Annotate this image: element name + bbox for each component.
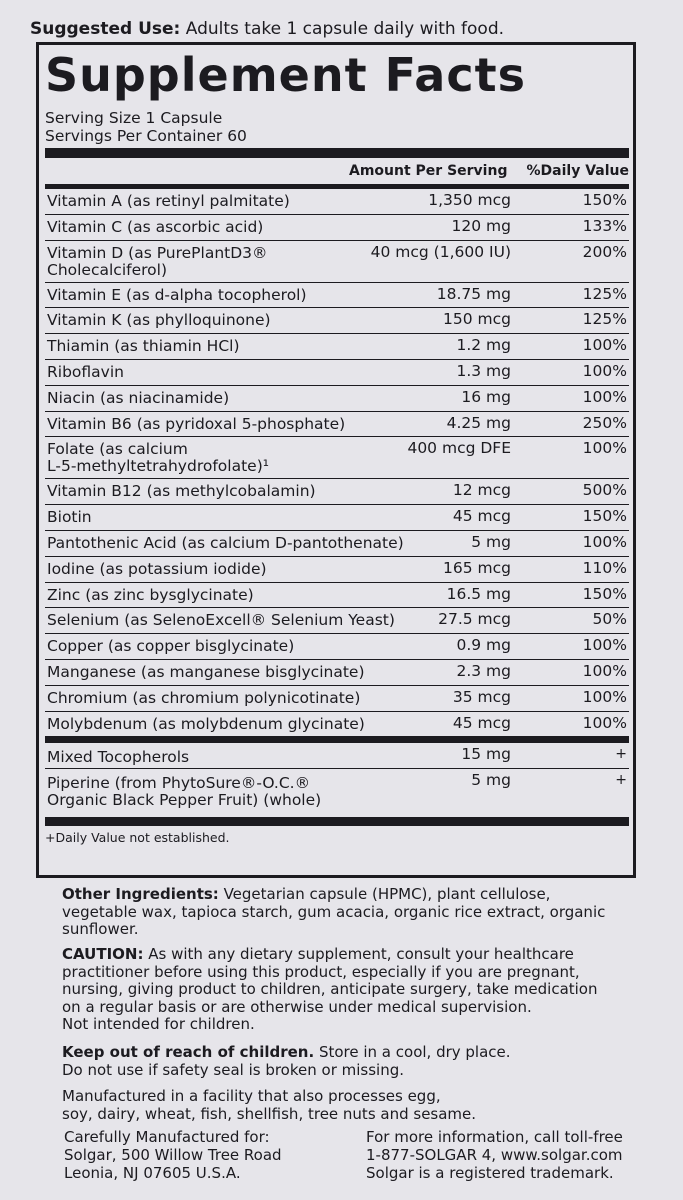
column-header	[45, 158, 629, 184]
nutrient-row	[45, 386, 629, 412]
nutrient-row	[45, 241, 629, 283]
nutrient-name: Vitamin A (as retinyl palmitate)	[47, 192, 290, 210]
other-ingredients-line: Vegetarian capsule (HPMC), plant cellulose,	[218, 885, 551, 903]
contact-info	[366, 1128, 623, 1182]
other-ingredients-line: vegetable wax, tapioca starch, gum acacia, organic rice extract, organic	[62, 902, 606, 921]
nutrient-name: Selenium (as SelenoExcell® Selenium Yeast)	[47, 611, 395, 630]
nutrient-daily-value: 100%	[582, 636, 627, 655]
caution-line: As with any dietary supplement, consult your healthcare	[143, 945, 574, 963]
nutrient-daily-value: 100%	[582, 687, 627, 706]
ingredient-amount: 5 mg	[471, 771, 511, 790]
trademark-line: Solgar is a registered trademark.	[366, 1164, 614, 1182]
nutrient-amount: 1.3 mg	[456, 361, 511, 380]
panel-title: Supplement Facts	[45, 48, 526, 102]
ingredient-name: Mixed Tocopherols	[47, 748, 190, 767]
nutrient-row	[45, 215, 629, 241]
manufacturer-line: Carefully Manufactured for:	[64, 1128, 270, 1146]
nutrient-name: Biotin	[47, 508, 92, 527]
nutrient-name: Vitamin K (as phylloquinone)	[47, 311, 271, 330]
nutrient-amount: 150 mcg	[443, 310, 511, 329]
other-ingredients-label: Other Ingredients:	[62, 885, 219, 903]
nutrient-amount: 4.25 mg	[446, 413, 511, 432]
nutrient-daily-value: 150%	[582, 584, 627, 603]
nutrient-name: Vitamin B6 (as pyridoxal 5-phosphate)	[47, 414, 346, 433]
caution-text	[62, 946, 662, 1034]
column-daily-value: %Daily Value	[526, 163, 629, 179]
nutrient-amount: 40 mcg (1,600 IU)	[370, 242, 511, 261]
nutrient-daily-value: 100%	[582, 439, 627, 458]
nutrient-table	[45, 189, 629, 737]
caution-label: CAUTION:	[62, 945, 144, 963]
contact-line: For more information, call toll-free	[366, 1128, 623, 1146]
nutrient-daily-value: 110%	[582, 558, 627, 577]
nutrient-row	[45, 583, 629, 609]
footnote: +Daily Value not established.	[45, 830, 230, 846]
nutrient-row	[45, 283, 629, 309]
nutrient-amount: 16.5 mg	[446, 584, 511, 603]
nutrient-daily-value: 100%	[582, 387, 627, 406]
storage-line: Store in a cool, dry place.	[314, 1043, 511, 1061]
nutrient-amount: 16 mg	[461, 387, 511, 406]
ingredient-daily-value: +	[615, 772, 627, 789]
ingredient-daily-value: +	[615, 746, 627, 763]
suggested-use-label: Suggested Use:	[30, 19, 181, 39]
supplement-facts-panel	[36, 42, 636, 878]
nutrient-row	[45, 189, 629, 215]
nutrient-daily-value: 133%	[582, 216, 627, 235]
nutrient-name: Molybdenum (as molybdenum glycinate)	[47, 714, 365, 733]
caution-line: nursing, giving product to children, anticipate surgery, take medication	[62, 980, 598, 998]
nutrient-name: Chromium (as chromium polynicotinate)	[47, 688, 361, 707]
nutrient-row	[45, 660, 629, 686]
nutrient-daily-value: 200%	[582, 242, 627, 261]
nutrient-daily-value: 125%	[582, 284, 627, 303]
thick-divider	[45, 148, 629, 158]
allergen-line: soy, dairy, wheat, fish, shellfish, tree nuts and sesame.	[62, 1104, 477, 1123]
nutrient-name: Riboflavin	[47, 362, 124, 381]
nutrient-amount: 12 mcg	[452, 481, 511, 500]
manufacturer-line: Leonia, NJ 07605 U.S.A.	[64, 1164, 241, 1182]
allergen-line: Manufactured in a facility that also processes egg,	[62, 1087, 441, 1105]
nutrient-row	[45, 686, 629, 712]
nutrient-amount: 400 mcg DFE	[407, 439, 511, 458]
nutrient-row	[45, 308, 629, 334]
allergen-text	[62, 1088, 662, 1123]
manufacturer-info	[64, 1128, 282, 1182]
caution-line: Not intended for children.	[62, 1015, 255, 1033]
nutrient-daily-value: 100%	[582, 713, 627, 732]
other-ingredient-row	[45, 769, 629, 817]
contact-line: 1-877-SOLGAR 4, www.solgar.com	[366, 1146, 623, 1164]
suggested-use-text: Adults take 1 capsule daily with food.	[180, 19, 505, 39]
safety-seal-line: Do not use if safety seal is broken or missing.	[62, 1060, 405, 1079]
nutrient-row	[45, 634, 629, 660]
nutrient-daily-value: 500%	[582, 481, 627, 500]
keep-out-text	[62, 1044, 662, 1079]
other-ingredient-row	[45, 743, 629, 769]
nutrient-daily-value: 100%	[582, 532, 627, 551]
nutrient-daily-value: 100%	[582, 661, 627, 680]
nutrient-amount: 165 mcg	[443, 558, 511, 577]
nutrient-name: Vitamin D (as PurePlantD3® Cholecalciferol)	[47, 243, 268, 279]
other-ingredients-table	[45, 743, 629, 817]
nutrient-name: Vitamin B12 (as methylcobalamin)	[47, 482, 316, 501]
nutrient-daily-value: 100%	[582, 336, 627, 355]
nutrient-amount: 45 mcg	[452, 713, 511, 732]
suggested-use	[30, 18, 670, 40]
servings-per-container: Servings Per Container 60	[45, 127, 247, 145]
caution-line: on a regular basis or are otherwise under medical supervision.	[62, 997, 532, 1016]
nutrient-amount: 120 mg	[451, 216, 511, 235]
nutrient-name: Vitamin C (as ascorbic acid)	[47, 217, 264, 236]
nutrient-amount: 35 mcg	[452, 687, 511, 706]
nutrient-daily-value: 150%	[582, 507, 627, 526]
nutrient-row	[45, 557, 629, 583]
nutrient-amount: 2.3 mg	[456, 661, 511, 680]
nutrient-row	[45, 712, 629, 738]
nutrient-daily-value: 150%	[582, 191, 627, 209]
other-ingredients-line: sunflower.	[62, 920, 139, 938]
nutrient-amount: 0.9 mg	[456, 636, 511, 655]
nutrient-daily-value: 125%	[582, 310, 627, 329]
serving-size: Serving Size 1 Capsule	[45, 109, 223, 127]
nutrient-amount: 27.5 mcg	[438, 610, 511, 629]
ingredient-name: Piperine (from PhytoSure®-O.C.® Organic Black Pepper Fruit) (whole)	[47, 774, 322, 810]
nutrient-row	[45, 412, 629, 438]
manufacturer-line: Solgar, 500 Willow Tree Road	[64, 1146, 282, 1164]
nutrient-name: Niacin (as niacinamide)	[47, 388, 230, 407]
nutrient-daily-value: 250%	[582, 413, 627, 432]
nutrient-row	[45, 360, 629, 386]
nutrient-row	[45, 437, 629, 479]
nutrient-row	[45, 479, 629, 505]
nutrient-amount: 1,350 mcg	[428, 191, 511, 209]
nutrient-name: Folate (as calcium L-5-methyltetrahydrofolate)¹	[47, 440, 269, 476]
nutrient-daily-value: 100%	[582, 361, 627, 380]
caution-line: practitioner before using this product, especially if you are pregnant,	[62, 962, 580, 981]
nutrient-name: Zinc (as zinc bysglycinate)	[47, 585, 254, 604]
nutrient-name: Copper (as copper bisglycinate)	[47, 637, 295, 656]
other-ingredients-text	[62, 886, 662, 939]
nutrient-amount: 5 mg	[471, 532, 511, 551]
nutrient-amount: 1.2 mg	[456, 336, 511, 355]
nutrient-daily-value: 50%	[592, 610, 627, 629]
nutrient-name: Thiamin (as thiamin HCl)	[47, 337, 240, 356]
bottom-divider	[45, 817, 629, 826]
nutrient-amount: 18.75 mg	[436, 284, 511, 303]
nutrient-name: Pantothenic Acid (as calcium D-pantothenate)	[47, 533, 404, 552]
ingredient-amount: 15 mg	[461, 745, 511, 764]
nutrient-name: Iodine (as potassium iodide)	[47, 559, 267, 578]
nutrient-row	[45, 505, 629, 531]
column-amount: Amount Per Serving	[349, 163, 508, 179]
keep-out-label: Keep out of reach of children.	[62, 1043, 315, 1061]
nutrient-row	[45, 334, 629, 360]
nutrient-row	[45, 608, 629, 634]
nutrient-name: Manganese (as manganese bisglycinate)	[47, 662, 365, 681]
nutrient-amount: 45 mcg	[452, 507, 511, 526]
nutrient-row	[45, 531, 629, 557]
nutrient-name: Vitamin E (as d-alpha tocopherol)	[47, 285, 307, 304]
